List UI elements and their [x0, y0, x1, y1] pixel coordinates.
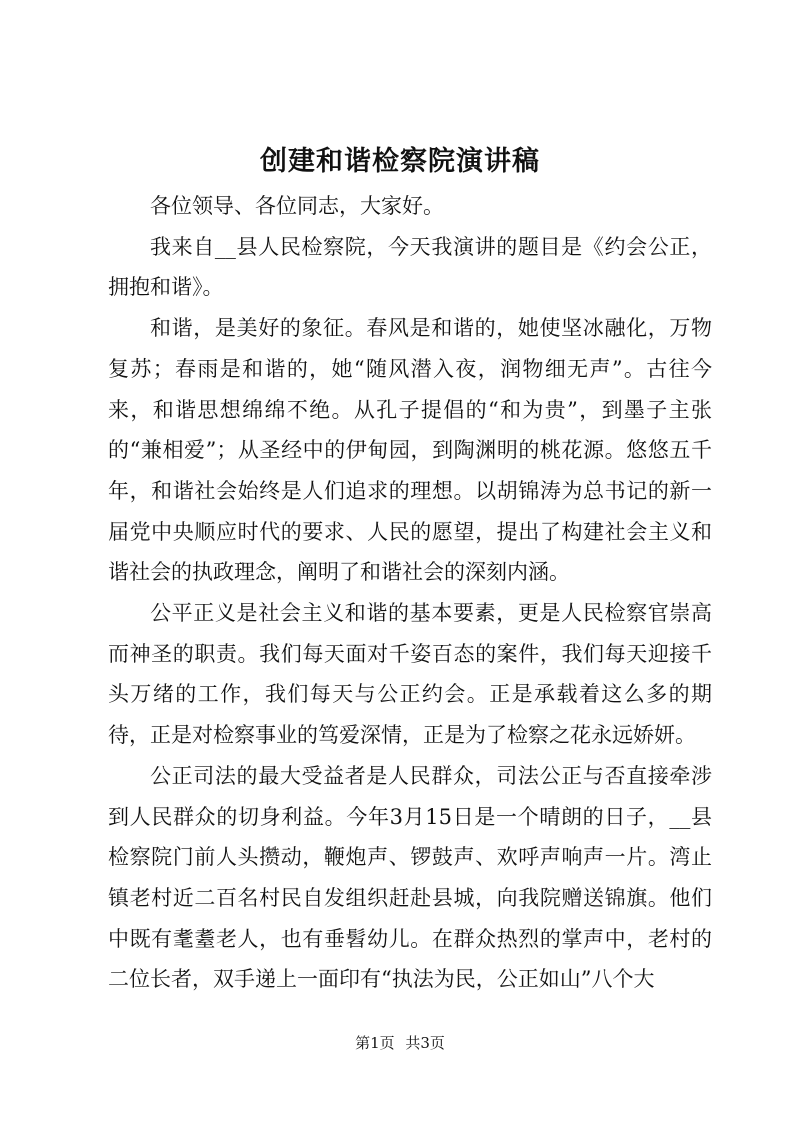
page-footer	[0, 1033, 800, 1053]
paragraph-harmony: 和谐，是美好的象征。春风是和谐的，她使坚冰融化，万物复苏；春雨是和谐的，她“随风潜入夜，润物细无声”。古往今来，和谐思想绵绵不绝。从孔子提倡的“和为贵”，到墨子主张的“兼相爱”；从圣经中的伊甸园，到陶渊明的桃花源。悠悠五千年，和谐社会始终是人们追求的理想。以胡锦涛为总书记的新一届党中央顺应时代的要求、人民的愿望，提出了构建社会主义和谐社会的执政理念，阐明了和谐社会的深刻内涵。	[108, 316, 712, 585]
page-total: 共3页	[405, 1034, 445, 1052]
paragraph-greeting: 各位领导、各位同志，大家好。	[150, 194, 444, 218]
paragraph-intro: 我来自__县人民检察院，今天我演讲的题目是《约会公正，拥抱和谐》。	[108, 234, 712, 300]
page-number: 第1页	[355, 1034, 395, 1052]
document-title: 创建和谐检察院演讲稿	[260, 146, 540, 177]
paragraph-justice: 公平正义是社会主义和谐的基本要素，更是人民检察官崇高而神圣的职责。我们每天面对千姿百态的案件，我们每天迎接千头万绪的工作，我们每天与公正约会。正是承载着这么多的期待，正是对检察事业的笃爱深情，正是为了检察之花永远娇妍。	[108, 601, 712, 748]
document-body	[108, 186, 712, 1000]
paragraph-beneficiaries: 公正司法的最大受益者是人民群众，司法公正与否直接牵涉到人民群众的切身利益。今年3月15日是一个晴朗的日子，__县检察院门前人头攒动，鞭炮声、锣鼓声、欢呼声响声一片。湾止镇老村近二百名村民自发组织赶赴县城，向我院赠送锦旗。他们中既有耄耋老人，也有垂髫幼儿。在群众热烈的掌声中，老村的二位长者，双手递上一面印有“执法为民，公正如山”八个大	[108, 763, 712, 992]
